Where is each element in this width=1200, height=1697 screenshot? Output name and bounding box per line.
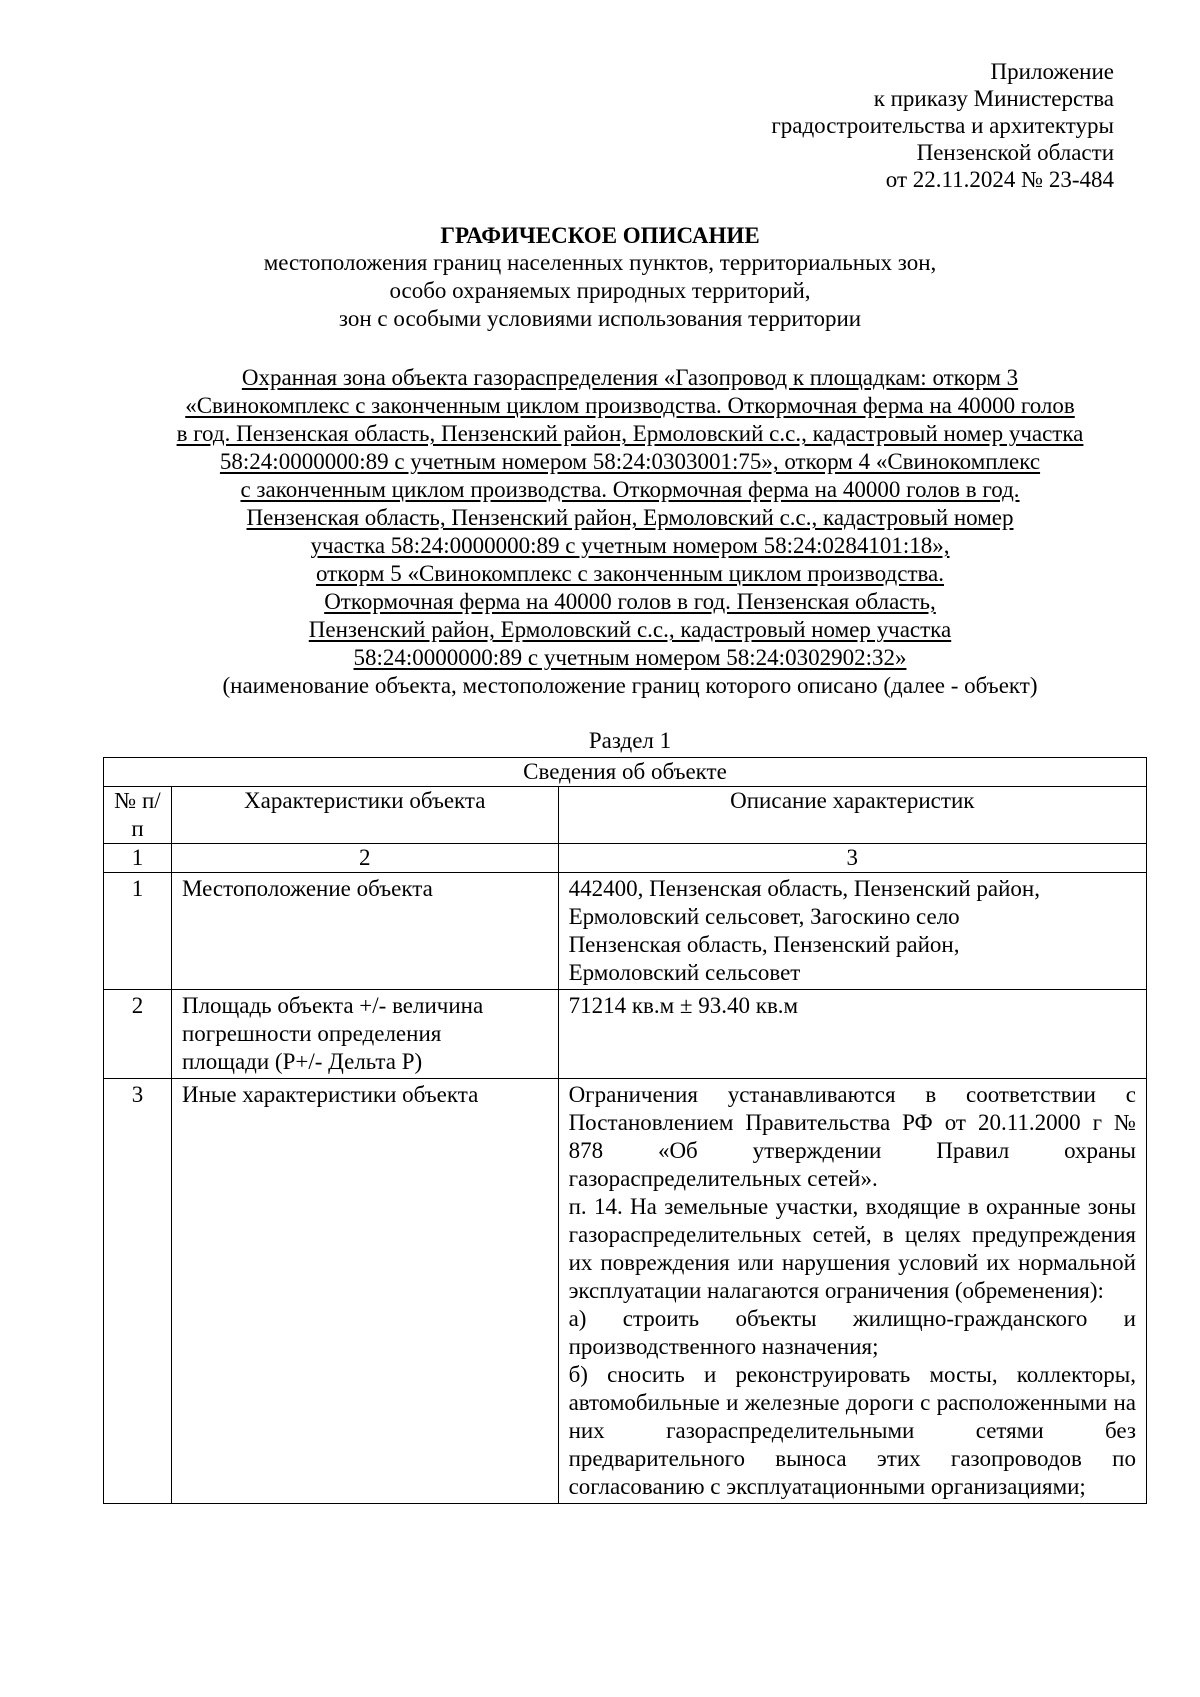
- description-paragraph: б) сносить и реконструировать мосты, коллекторы, автомобильные и железные дороги с расположенными на них газораспределительными сетями без предварительного выноса этих газопроводов по согласованию с эксплуатационными организациями;: [568, 1362, 1136, 1499]
- column-number: 1: [104, 844, 172, 873]
- object-info-table: [103, 757, 1147, 1504]
- table-row: [104, 873, 1147, 990]
- row-characteristic: [171, 990, 558, 1079]
- table-row: [104, 1079, 1147, 1504]
- table-column-numbers-row: [104, 844, 1147, 873]
- characteristic-line: площади (P+/- Дельта P): [181, 1049, 423, 1074]
- object-name-line: 58:24:0000000:89 с учетным номером 58:24:0303001:75», откорм 4 «Свинокомплекс: [219, 449, 1041, 474]
- table-header-row: [104, 787, 1147, 844]
- description-line: Ермоловский сельсовет: [568, 960, 801, 985]
- description-paragraph: п. 14. На земельные участки, входящие в охранные зоны газораспределительных сетей, в целях предупреждения их повреждения или нарушения условий их нормальной эксплуатации налагаются ограничения (обременения):: [568, 1194, 1136, 1303]
- object-name-line: в год. Пензенская область, Пензенский район, Ермоловский с.с., кадастровый номер участка: [176, 421, 1084, 446]
- document-subtitle: [100, 249, 1100, 333]
- row-description: [558, 873, 1146, 990]
- description-line: Ермоловский сельсовет, Загоскино село: [568, 904, 960, 929]
- table-caption-row: [104, 758, 1147, 787]
- object-name-line: участка 58:24:0000000:89 с учетным номером 58:24:0284101:18»,: [310, 533, 950, 558]
- header-number: № п/п: [104, 787, 172, 844]
- header-description: Описание характеристик: [558, 787, 1146, 844]
- description-line: Пензенская область, Пензенский район,: [568, 932, 960, 957]
- row-number: 3: [104, 1079, 172, 1504]
- column-number: 2: [171, 844, 558, 873]
- header-characteristic: Характеристики объекта: [171, 787, 558, 844]
- appendix-line: Приложение: [990, 59, 1114, 84]
- appendix-line: градостроительства и архитектуры: [771, 113, 1114, 138]
- row-number: 2: [104, 990, 172, 1079]
- column-number: 3: [558, 844, 1146, 873]
- subtitle-line: особо охраняемых природных территорий,: [389, 278, 811, 303]
- object-name-line: с законченным циклом производства. Откормочная ферма на 40000 голов в год.: [240, 477, 1020, 502]
- object-name: [100, 364, 1160, 700]
- appendix-line: от 22.11.2024 № 23-484: [885, 167, 1114, 192]
- object-name-line: «Свинокомплекс с законченным циклом производства. Откормочная ферма на 40000 голов: [185, 393, 1075, 418]
- section-label: Раздел 1: [588, 728, 672, 753]
- row-characteristic: Местоположение объекта: [171, 873, 558, 990]
- object-name-line: Откормочная ферма на 40000 голов в год. Пензенская область,: [324, 589, 936, 614]
- characteristic-line: Площадь объекта +/- величина: [181, 993, 484, 1018]
- row-characteristic: Иные характеристики объекта: [171, 1079, 558, 1504]
- object-name-line: Пензенская область, Пензенский район, Ермоловский с.с., кадастровый номер: [246, 505, 1014, 530]
- object-name-line: Охранная зона объекта газораспределения «Газопровод к площадкам: откорм 3: [241, 365, 1019, 390]
- row-description: 71214 кв.м ± 93.40 кв.м: [558, 990, 1146, 1079]
- appendix-line: к приказу Министерства: [873, 86, 1114, 111]
- description-paragraph: Ограничения устанавливаются в соответствии с Постановлением Правительства РФ от 20.11.2000 г № 878 «Об утверждении Правил охраны газораспределительных сетей».: [568, 1082, 1136, 1191]
- title-block: [100, 222, 1100, 333]
- row-number: 1: [104, 873, 172, 990]
- appendix-header: [771, 58, 1114, 193]
- subtitle-line: зон с особыми условиями использования территории: [338, 306, 862, 331]
- document-title: ГРАФИЧЕСКОЕ ОПИСАНИЕ: [440, 223, 760, 248]
- description-paragraph: а) строить объекты жилищно-гражданского и производственного назначения;: [568, 1306, 1136, 1359]
- table-caption: Сведения об объекте: [104, 758, 1147, 787]
- object-name-line: Пензенский район, Ермоловский с.с., кадастровый номер участка: [308, 617, 952, 642]
- object-name-line: откорм 5 «Свинокомплекс с законченным циклом производства.: [315, 561, 945, 586]
- subtitle-line: местоположения границ населенных пунктов, территориальных зон,: [263, 250, 937, 275]
- characteristic-line: погрешности определения: [181, 1021, 442, 1046]
- row-description: [558, 1079, 1146, 1504]
- object-name-caption: (наименование объекта, местоположение границ которого описано (далее - объект): [222, 673, 1038, 698]
- description-line: 442400, Пензенская область, Пензенский район,: [568, 876, 1040, 901]
- table-row: [104, 990, 1147, 1079]
- appendix-line: Пензенской области: [916, 140, 1114, 165]
- object-name-line: 58:24:0000000:89 с учетным номером 58:24:0302902:32»: [353, 645, 907, 670]
